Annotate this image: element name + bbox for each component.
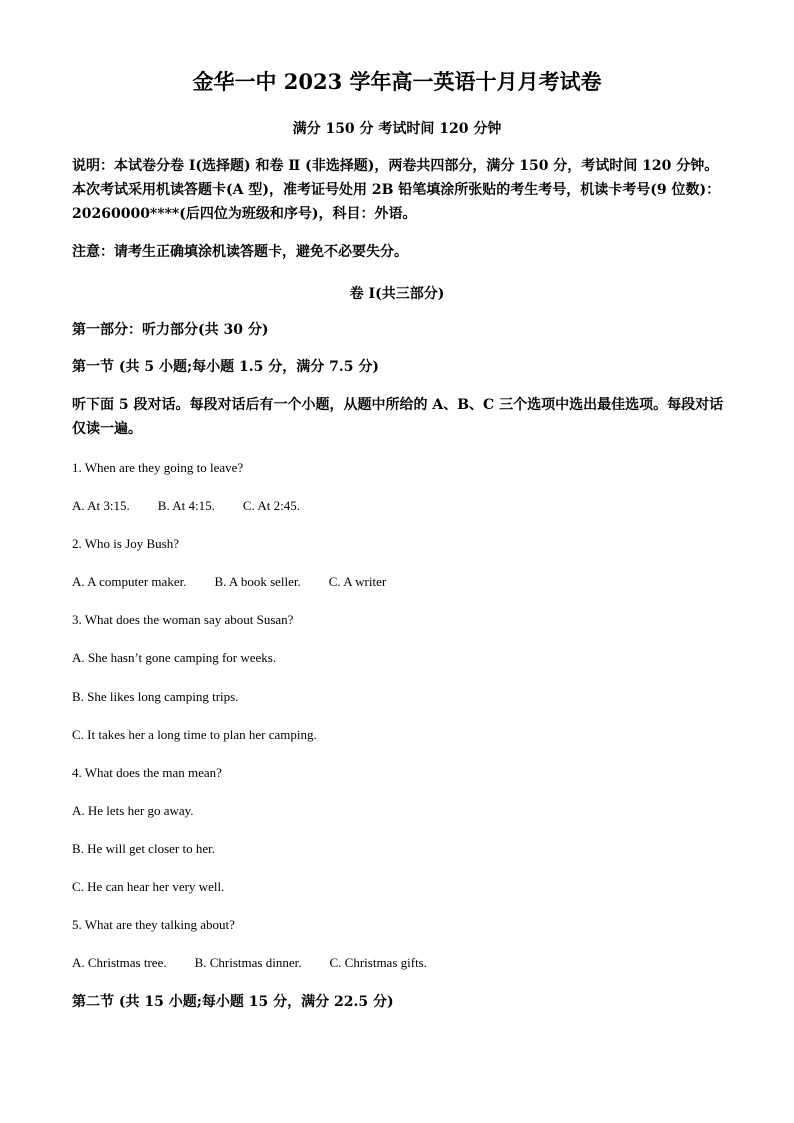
option-c: C. He can hear her very well. <box>72 879 225 894</box>
option-c: C. A writer <box>328 574 387 589</box>
section2-heading: 第二节 (共 15 小题;每小题 15 分，满分 22.5 分) <box>72 994 394 1010</box>
section1-heading: 第一节 (共 5 小题;每小题 1.5 分，满分 7.5 分) <box>72 359 379 375</box>
option-c: C. Christmas gifts. <box>329 955 427 970</box>
volume-label: 卷 I(共三部分) <box>349 286 445 302</box>
option-b: B. Christmas dinner. <box>194 955 302 970</box>
question-stem: 3. What does the woman say about Susan? <box>72 612 294 627</box>
question-stem: 5. What are they talking about? <box>72 917 235 932</box>
option-b: B. He will get closer to her. <box>72 841 215 856</box>
attention-note: 注意：请考生正确填涂机读答题卡，避免不必要失分。 <box>72 244 408 260</box>
question-options <box>72 955 724 971</box>
exam-subtitle: 满分 150 分 考试时间 120 分钟 <box>292 121 502 137</box>
section1-directions: 听下面 5 段对话。每段对话后有一个小题，从题中所给的 A、B、C 三个选项中选出最佳选项。每段对话仅读一遍。 <box>72 397 724 437</box>
option-a: A. At 3:15. <box>72 498 130 513</box>
option-c: C. At 2:45. <box>242 498 300 513</box>
option-a: A. He lets her go away. <box>72 803 194 818</box>
option-a: A. A computer maker. <box>72 574 187 589</box>
option-c: C. It takes her a long time to plan her camping. <box>72 727 317 742</box>
question-stem: 2. Who is Joy Bush? <box>72 536 180 551</box>
option-b: B. At 4:15. <box>157 498 215 513</box>
option-a: A. Christmas tree. <box>72 955 167 970</box>
option-b: B. She likes long camping trips. <box>72 689 239 704</box>
question-options <box>72 574 724 590</box>
question-options <box>72 498 724 514</box>
part1-heading: 第一部分：听力部分(共 30 分) <box>72 322 269 338</box>
question-stem: 1. When are they going to leave? <box>72 460 244 475</box>
instructions-note: 说明：本试卷分卷 I(选择题) 和卷 Ⅱ (非选择题)，两卷共四部分，满分 150 分，考试时间 120 分钟。本次考试采用机读答题卡(A 型)，准考证号处用 2B 铅笔填涂所张贴的考生考号，机读卡考号(9 位数)：20260000****(后四位为班级和序号)，科目：外语。 <box>72 158 721 222</box>
exam-title: 金华一中 2023 学年高一英语十月月考试卷 <box>192 69 602 94</box>
option-a: A. She hasn’t gone camping for weeks. <box>72 650 277 665</box>
option-b: B. A book seller. <box>214 574 301 589</box>
question-stem: 4. What does the man mean? <box>72 765 222 780</box>
